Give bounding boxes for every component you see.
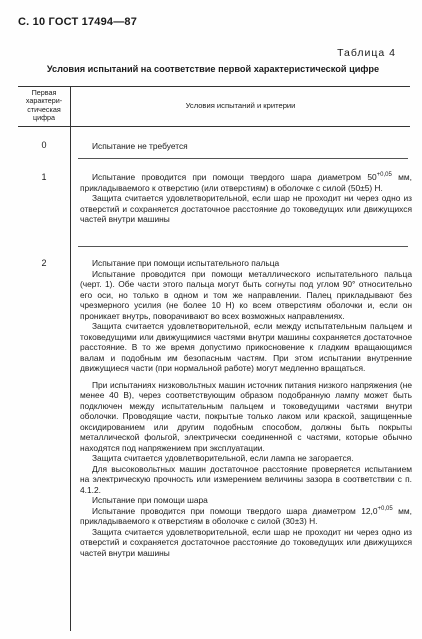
- row-1-p1-tolerance: +0,05: [376, 172, 392, 179]
- table-title: Условия испытаний на соответствие первой характеристической цифре: [46, 64, 380, 74]
- row-2-p8-text-b: мм, прикладываемого к отверстиям в оболочке с силой (30±3) Н.: [80, 505, 412, 526]
- row-1-p1-text-a: Испытание проводится при помощи твердого шара диаметром 50: [92, 172, 377, 182]
- table-top-rule: [18, 86, 410, 87]
- row-digit-0: 0: [41, 140, 47, 150]
- row-text-1: [80, 172, 412, 225]
- page-header: С. 10 ГОСТ 17494—87: [18, 16, 138, 28]
- column-header-digit: Первая характери- стическая цифра: [25, 88, 63, 123]
- row-1-paragraph-1: [80, 172, 412, 193]
- row-2-paragraph-7: Испытание при помощи шара: [92, 495, 208, 505]
- row-text-0: [80, 141, 412, 152]
- row-1-paragraph-2: Защита считается удовлетворительной, если шар не проходит ни через одно из отверстий и сохраняется достаточное расстояние до токоведущих или движущихся частей внутри машины: [80, 193, 412, 224]
- row-2-paragraph-6: Для высоковольтных машин достаточное расстояние проверяется испытанием на электрическую прочность или измерением величины зазора в соответствии с п. 4.1.2.: [80, 463, 412, 495]
- header-bottom-rule: [18, 126, 410, 127]
- column-header-conditions: Условия испытаний и критерии: [185, 101, 296, 110]
- column-divider: [70, 86, 71, 631]
- row-2-paragraph-3: Защита считается удовлетворительной, если между испытательным пальцем и токоведущими или движущимися частями внутри машины сохраняется достаточное расстояние. В то же время допустимо прикосновение к гладким вращающимся валам и подобным им безопасным частям. При этом испытании внутренние движущиеся части (при нормальной работе) могут медленно вращаться.: [80, 321, 412, 373]
- row-0-paragraph: Испытание не требуется: [92, 141, 188, 151]
- row-1-p1-text-b: мм, прикладываемого к отверстию (или отверстиям) в оболочке с силой (50±5) Н.: [80, 172, 412, 193]
- table-number: Таблица 4: [337, 47, 396, 59]
- row-2-paragraph-8: [80, 506, 412, 527]
- row-2-p8-tolerance: +0,05: [377, 505, 393, 512]
- row-digit-1: 1: [41, 172, 47, 182]
- row-2-paragraph-5: Защита считается удовлетворительной, если лампа не загорается.: [92, 453, 354, 463]
- row-1-underline: [78, 246, 408, 247]
- row-text-2: [80, 258, 412, 558]
- row-2-paragraph-2: Испытание проводится при помощи металлического испытательного пальца (черт. 1). Обе части этого пальца могут быть согнуты под углом 90° относительно его оси, но только в одном и том же направлении. Палец прикладывают без чрезмерного усилия (не более 10 Н) ко всем отверстиям оболочки и, если он проникает внутрь, поворачивают во всех возможных направлениях.: [80, 268, 412, 321]
- row-2-paragraph-1: Испытание при помощи испытательного пальца: [92, 258, 280, 268]
- row-0-underline: [78, 158, 408, 159]
- row-2-p8-text-a: Испытание проводится при помощи твердого шара диаметром 12,0: [92, 505, 378, 516]
- row-2-paragraph-4: При испытаниях низковольтных машин источник питания низкого напряжения (не менее 40 В), через соответствующим образом подобранную лампу может быть подключен между испытательным пальцем и токоведущими частями внутри оболочки. Проводящие части, покрытые только лаком или краской, защищенные оксидированием или другим подобным способом, должны быть покрыты металлической фольгой, электрически соединенной с частями, которые обычно находятся под напряжением при эксплуатации.: [80, 379, 412, 453]
- row-digit-2: 2: [41, 258, 47, 268]
- row-2-paragraph-9: Защита считается удовлетворительной, если шар не проходит ни через одно из отверстий и сохраняется достаточное расстояние до токоведущих или движущихся частей внутри машины: [80, 526, 412, 558]
